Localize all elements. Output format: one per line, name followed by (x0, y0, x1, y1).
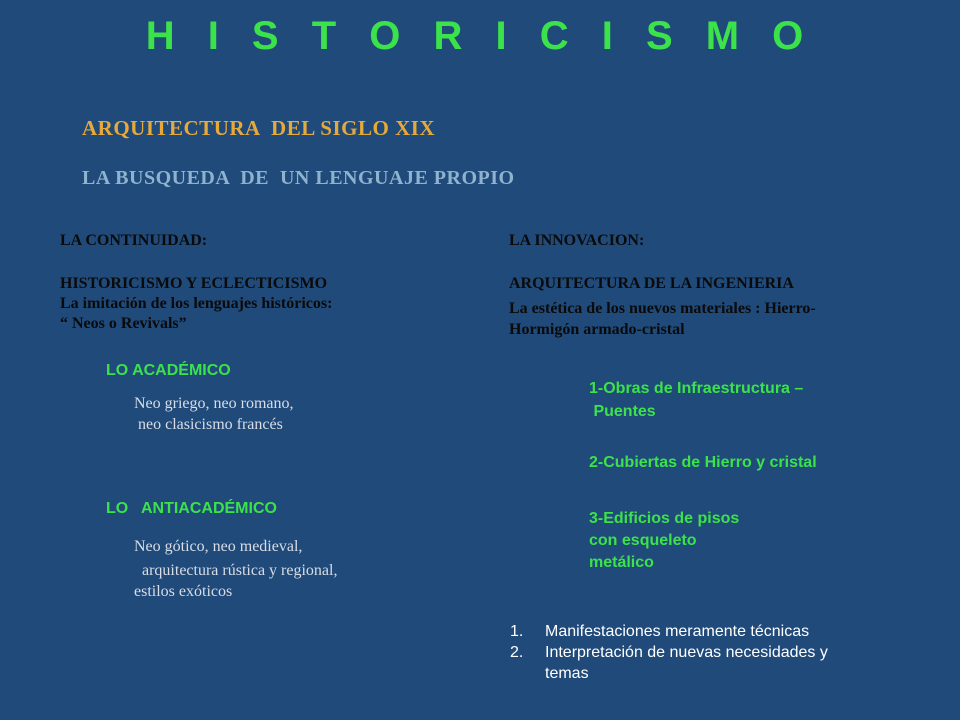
list-text: Manifestaciones meramente técnicas (545, 623, 810, 640)
subtitle-search: LA BUSQUEDA DE UN LENGUAJE PROPIO (82, 167, 515, 189)
left-line1: La imitación de los lenguajes históricos: (60, 295, 333, 312)
slide-title: H I S T O R I C I S M O (145, 14, 815, 58)
academic-line1: Neo griego, neo romano, (134, 395, 294, 412)
item3-line2: con esqueleto (589, 532, 697, 549)
item2: 2-Cubiertas de Hierro y cristal (589, 454, 817, 471)
antiacademic-line1: Neo gótico, neo medieval, (134, 538, 303, 555)
item1-line2: Puentes (589, 403, 656, 420)
subtitle-architecture: ARQUITECTURA DEL SIGLO XIX (82, 116, 436, 140)
list-number: 1. (510, 623, 524, 640)
left-line2: “ Neos o Revivals” (60, 315, 187, 332)
academic-line2: neo clasicismo francés (134, 416, 283, 433)
left-subheading: HISTORICISMO Y ECLECTICISMO (60, 275, 328, 292)
numbered-list (510, 621, 828, 684)
left-heading: LA CONTINUIDAD: (60, 232, 208, 249)
right-line2: Hormigón armado-cristal (509, 321, 685, 338)
antiacademic-label: LO ANTIACADÉMICO (106, 500, 277, 517)
item1-line1: 1-Obras de Infraestructura – (589, 380, 804, 397)
item3-line3: metálico (589, 554, 654, 571)
list-item (510, 663, 828, 684)
list-item (510, 621, 828, 642)
academic-label: LO ACADÉMICO (106, 362, 231, 379)
list-text: temas (545, 665, 589, 682)
list-number: 2. (510, 644, 524, 661)
right-subheading: ARQUITECTURA DE LA INGENIERIA (509, 275, 794, 292)
list-item (510, 642, 828, 663)
antiacademic-line3: estilos exóticos (134, 583, 233, 600)
antiacademic-line2: arquitectura rústica y regional, (134, 562, 338, 579)
list-text: Interpretación de nuevas necesidades y (545, 644, 828, 661)
right-heading: LA INNOVACION: (509, 232, 645, 249)
list-number (510, 663, 545, 684)
right-line1: La estética de los nuevos materiales : Hierro- (509, 300, 816, 317)
item3-line1: 3-Edificios de pisos (589, 510, 740, 527)
